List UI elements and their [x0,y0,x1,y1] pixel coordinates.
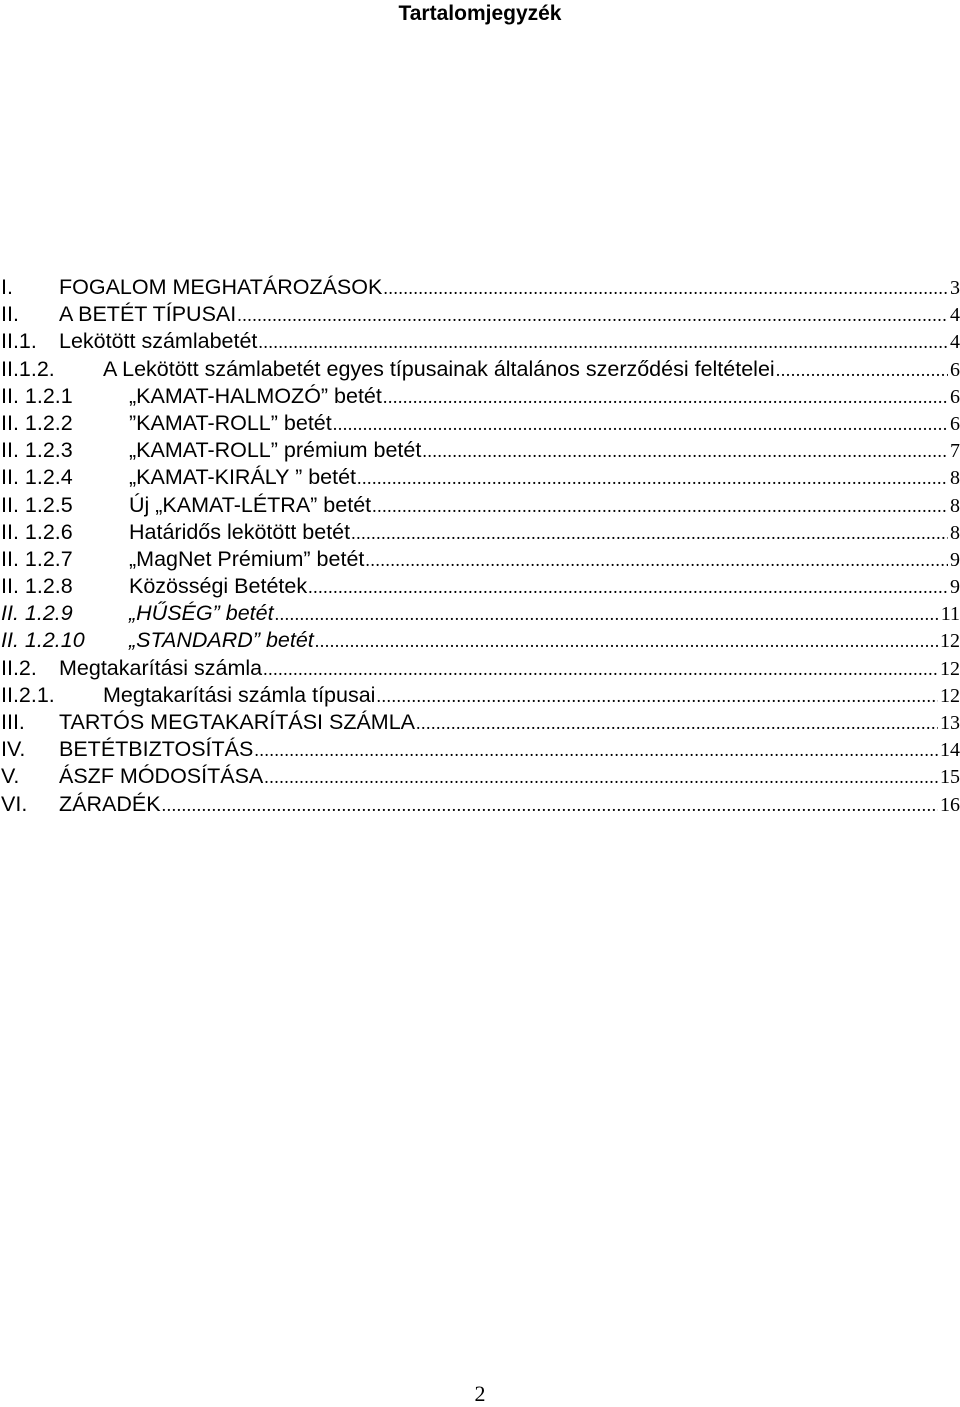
toc-entry-title: FOGALOM MEGHATÁROZÁSOK [59,275,383,299]
toc-entry[interactable] [1,356,960,383]
toc-entry-number: II.1.2. [1,356,55,381]
toc-entry-page: 4 [950,331,960,354]
toc-entry-page: 7 [950,440,960,463]
toc-entry-title: „STANDARD” betét [129,628,314,653]
toc-entry-title: „KAMAT-KIRÁLY ” betét [129,465,357,490]
toc-entry-title: A BETÉT TÍPUSAI [59,302,237,327]
toc-entry-title: ÁSZF MÓDOSÍTÁSA [59,764,264,789]
toc-entry-title: ZÁRADÉK [59,791,161,816]
toc-entry-page: 9 [950,576,960,599]
toc-entry-page: 4 [950,304,960,327]
toc-entry[interactable] [1,492,960,519]
toc-entry-number: II. 1.2.4 [1,465,73,490]
toc-dot-leader [365,547,948,574]
toc-dot-leader [422,438,948,465]
toc-entry[interactable] [1,464,960,491]
toc-entry-title: Határidős lekötött betét [129,519,351,544]
toc-entry-number: II. 1.2.1 [1,383,73,408]
toc-entry-title: BETÉTBIZTOSÍTÁS [59,737,254,762]
toc-entry[interactable] [1,410,960,437]
toc-entry[interactable] [1,274,960,301]
toc-dot-leader [776,357,948,384]
page-number: 2 [474,1381,486,1406]
toc-entry-number: VI. [1,791,28,816]
toc-entry[interactable] [1,763,960,790]
toc-entry-number: II. 1.2.5 [1,492,73,517]
toc-entry-page: 12 [940,684,960,707]
toc-entry-title: Lekötött számlabetét [59,329,258,354]
toc-entry-page: 16 [940,793,960,816]
document-title: Tartalomjegyzék [398,2,562,25]
toc-dot-leader [237,302,948,329]
toc-entry-number: II. 1.2.9 [1,601,73,626]
toc-entry[interactable] [1,600,960,627]
table-of-contents [1,274,960,818]
toc-entry-title: „HŰSÉG” betét [129,601,274,626]
toc-entry-title: Közösségi Betétek [129,574,308,599]
toc-entry-page: 9 [950,548,960,571]
toc-entry-page: 12 [940,630,960,653]
toc-entry-page: 14 [940,739,960,762]
toc-entry[interactable] [1,519,960,546]
toc-entry-page: 15 [940,766,960,789]
toc-entry[interactable] [1,655,960,682]
toc-entry[interactable] [1,709,960,736]
toc-entry[interactable] [1,383,960,410]
toc-entry-number: II. 1.2.10 [1,628,85,653]
toc-dot-leader [372,493,948,520]
toc-entry-number: II.2. [1,655,37,680]
toc-entry-page: 3 [950,277,960,299]
toc-dot-leader [357,465,948,492]
toc-entry-number: IV. [1,737,26,762]
toc-entry-number: III. [1,710,25,734]
toc-entry-title: TARTÓS MEGTAKARÍTÁSI SZÁMLA [59,710,415,734]
toc-entry-number: II. 1.2.7 [1,546,73,571]
toc-entry[interactable] [1,791,960,818]
toc-entry-number: II. [1,302,19,327]
toc-entry[interactable] [1,736,960,763]
toc-entry[interactable] [1,682,960,709]
toc-entry-number: II. 1.2.2 [1,410,73,435]
toc-entry[interactable] [1,328,960,355]
toc-entry-number: II.2.1. [1,682,55,707]
toc-entry-page: 6 [950,358,960,381]
toc-entry-page: 6 [950,385,960,408]
toc-dot-leader [263,656,938,683]
toc-entry-title: Megtakarítási számla típusai [103,682,376,707]
toc-entry-number: I. [1,275,13,299]
toc-entry-page: 8 [950,467,960,490]
toc-entry[interactable] [1,546,960,573]
toc-dot-leader [315,628,938,655]
toc-entry-page: 13 [940,712,960,734]
toc-entry-title: „KAMAT-ROLL” prémium betét [129,438,422,463]
toc-dot-leader [162,792,938,819]
toc-entry-title: A Lekötött számlabetét egyes típusainak általános szerződési feltételei [103,356,775,381]
toc-entry-title: Új „KAMAT-LÉTRA” betét [129,492,372,517]
toc-dot-leader [376,683,938,710]
toc-entry[interactable] [1,437,960,464]
toc-entry-title: „MagNet Prémium” betét [129,546,365,571]
toc-entry-page: 6 [950,412,960,435]
toc-entry-title: „KAMAT-HALMOZÓ” betét [129,383,382,408]
toc-entry-number: II. 1.2.3 [1,438,73,463]
toc-dot-leader [308,574,948,601]
toc-dot-leader [333,411,948,438]
toc-dot-leader [383,384,948,411]
toc-entry-title: Megtakarítási számla [59,655,263,680]
toc-entry-number: II.1. [1,329,37,354]
toc-dot-leader [416,710,938,737]
toc-entry-number: II. 1.2.8 [1,574,73,599]
toc-entry-page: 8 [950,494,960,517]
toc-dot-leader [258,329,948,356]
toc-dot-leader [383,275,948,302]
toc-dot-leader [264,764,938,791]
toc-entry-number: II. 1.2.6 [1,519,73,544]
toc-entry-number: V. [1,764,20,789]
toc-entry[interactable] [1,301,960,328]
toc-entry[interactable] [1,627,960,654]
toc-dot-leader [254,737,938,764]
toc-entry-title: ”KAMAT-ROLL” betét [129,410,332,435]
toc-entry-page: 12 [940,657,960,680]
toc-entry[interactable] [1,573,960,600]
toc-entry-page: 8 [950,521,960,544]
toc-dot-leader [351,520,948,547]
toc-entry-page: 11 [940,603,960,626]
toc-dot-leader [275,601,939,628]
